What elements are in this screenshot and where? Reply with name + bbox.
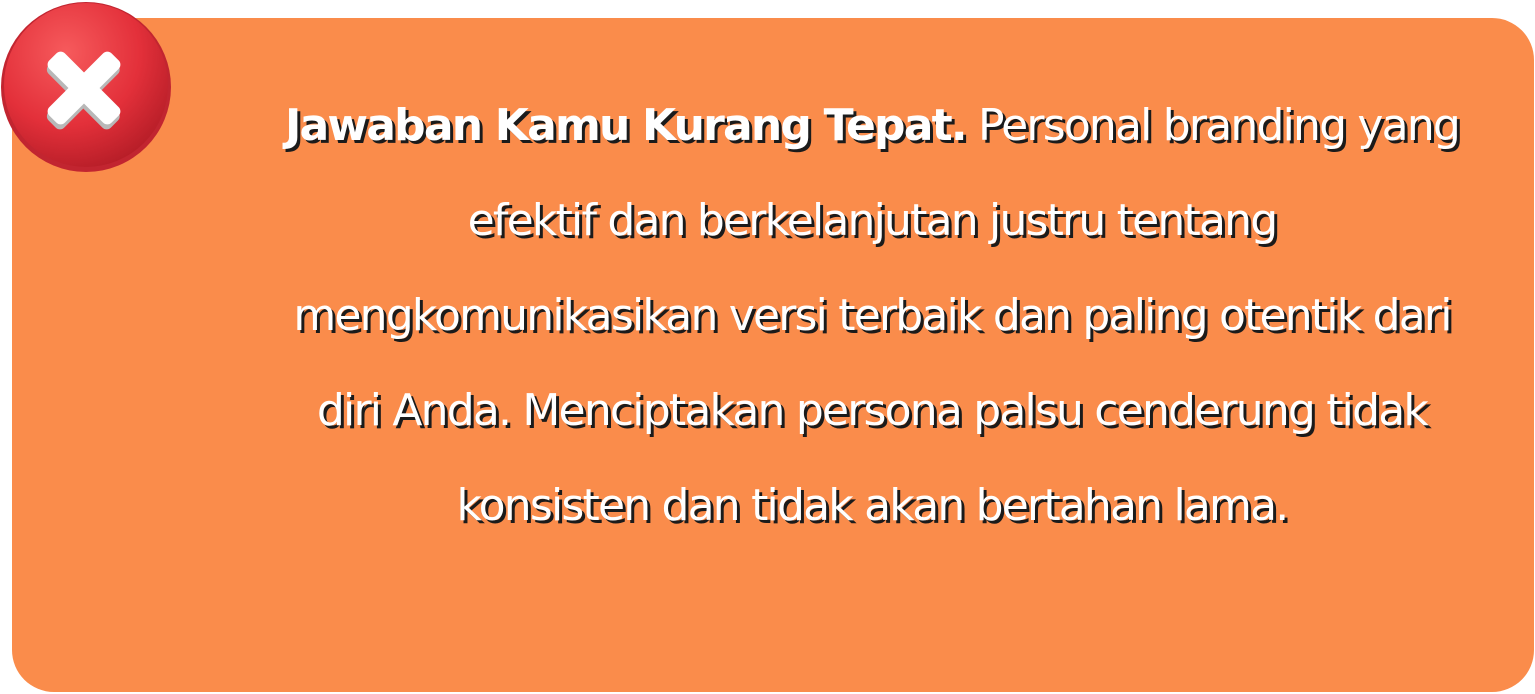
close-icon [0, 0, 172, 174]
feedback-lead: Jawaban Kamu Kurang Tepat. [284, 100, 966, 151]
feedback-message [262, 78, 1482, 553]
feedback-body: Personal branding yang efektif dan berkelanjutan justru tentang mengkomunikasikan versi terbaik dan paling otentik dari diri Anda. Menciptakan persona palsu cenderung tidak konsisten dan tidak akan bertahan lama. [293, 100, 1460, 531]
